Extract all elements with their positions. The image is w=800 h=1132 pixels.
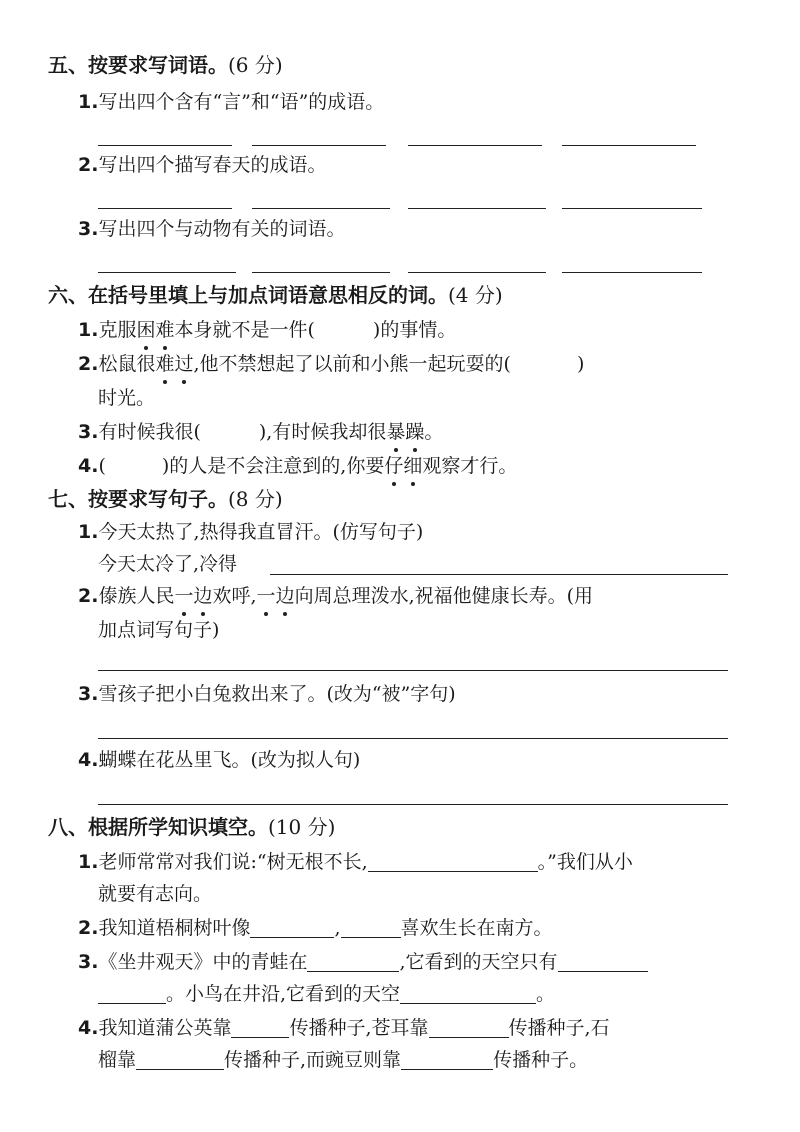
dotted-char: 细: [403, 452, 422, 480]
s7-question-4: 4.蝴蝶在花丛里飞。(改为拟人句): [78, 749, 361, 771]
answer-line[interactable]: [252, 208, 390, 209]
section-6-heading: 六、在括号里填上与加点词语意思相反的词。(4 分): [48, 283, 503, 307]
fill-blank[interactable]: [250, 917, 334, 938]
s8-question-4-cont: 榴靠 传播种子,而豌豆则靠 传播种子。: [98, 1049, 589, 1071]
answer-line[interactable]: [98, 272, 236, 273]
section-7-heading: 七、按要求写句子。(8 分): [48, 487, 283, 511]
answer-line[interactable]: [562, 272, 702, 273]
s7-question-1: 1.今天太热了,热得我直冒汗。(仿写句子): [78, 521, 424, 543]
fill-blank[interactable]: [401, 1049, 493, 1070]
s5-question-2: 2.写出四个描写春天的成语。: [78, 154, 327, 176]
dotted-char: 暴: [386, 418, 405, 446]
s8-question-1-cont: 就要有志向。: [98, 883, 213, 905]
dotted-char: 边: [276, 582, 295, 610]
s6-question-2: 2.松鼠很难过,他不禁想起了以前和小熊一起玩耍的( ): [78, 350, 584, 378]
s8-question-2: 2.我知道梧桐树叶像 , 喜欢生长在南方。: [78, 917, 553, 939]
fill-blank[interactable]: [400, 983, 536, 1004]
fill-blank[interactable]: [429, 1017, 509, 1038]
dotted-char: 边: [193, 582, 212, 610]
fill-blank[interactable]: [136, 1049, 224, 1070]
answer-line[interactable]: [98, 738, 728, 739]
s6-question-2-cont: 时光。: [98, 387, 156, 409]
fill-blank[interactable]: [98, 983, 166, 1004]
dotted-char: 一: [174, 582, 193, 610]
answer-line[interactable]: [98, 804, 728, 805]
s7-question-3: 3.雪孩子把小白兔救出来了。(改为“被”字句): [78, 683, 456, 705]
s7-question-2-cont: 加点词写句子): [98, 619, 220, 641]
fill-blank[interactable]: [341, 917, 401, 938]
dotted-char: 难: [155, 350, 174, 378]
answer-line[interactable]: [408, 208, 546, 209]
dotted-char: 过: [174, 350, 193, 378]
s8-question-3-cont: 。小鸟在井沿,它看到的天空 。: [98, 980, 555, 1008]
s6-question-3: 3.有时候我很( ),有时候我却很暴躁。: [78, 418, 443, 446]
answer-line[interactable]: [98, 670, 728, 671]
fill-blank[interactable]: [368, 851, 538, 872]
answer-line[interactable]: [270, 574, 728, 575]
section-8-heading: 八、根据所学知识填空。(10 分): [48, 815, 336, 839]
s5-question-1: 1.写出四个含有“言”和“语”的成语。: [78, 91, 385, 113]
answer-line[interactable]: [98, 145, 232, 146]
dotted-char: 仔: [384, 452, 403, 480]
s8-question-3: 3.《坐井观天》中的青蛙在 ,它看到的天空只有: [78, 948, 648, 976]
s6-question-4: 4.( )的人是不会注意到的,你要仔细观察才行。: [78, 452, 517, 480]
s8-question-4: 4.我知道蒲公英靠 传播种子,苍耳靠 传播种子,石: [78, 1017, 610, 1039]
answer-line[interactable]: [562, 208, 702, 209]
answer-line[interactable]: [562, 145, 696, 146]
s5-question-3: 3.写出四个与动物有关的词语。: [78, 218, 346, 240]
s7-question-2: 2.傣族人民一边欢呼,一边向周总理泼水,祝福他健康长寿。(用: [78, 582, 593, 610]
answer-line[interactable]: [98, 208, 232, 209]
answer-line[interactable]: [252, 145, 386, 146]
fill-blank[interactable]: [231, 1017, 289, 1038]
dotted-char: 一: [257, 582, 276, 610]
answer-line[interactable]: [408, 272, 546, 273]
fill-blank[interactable]: [307, 951, 399, 972]
answer-line[interactable]: [252, 272, 390, 273]
s6-question-1: 1.克服困难本身就不是一件( )的事情。: [78, 316, 456, 344]
dotted-char: 难: [155, 316, 174, 344]
dotted-char: 躁: [405, 418, 424, 446]
answer-line[interactable]: [408, 145, 542, 146]
s8-question-1: 1.老师常常对我们说:“树无根不长, 。”我们从小: [78, 851, 633, 873]
section-5-heading: 五、按要求写词语。(6 分): [48, 53, 283, 77]
s7-question-1-prompt: 今天太冷了,冷得: [98, 553, 238, 575]
dotted-char: 困: [136, 316, 155, 344]
fill-blank[interactable]: [558, 951, 648, 972]
